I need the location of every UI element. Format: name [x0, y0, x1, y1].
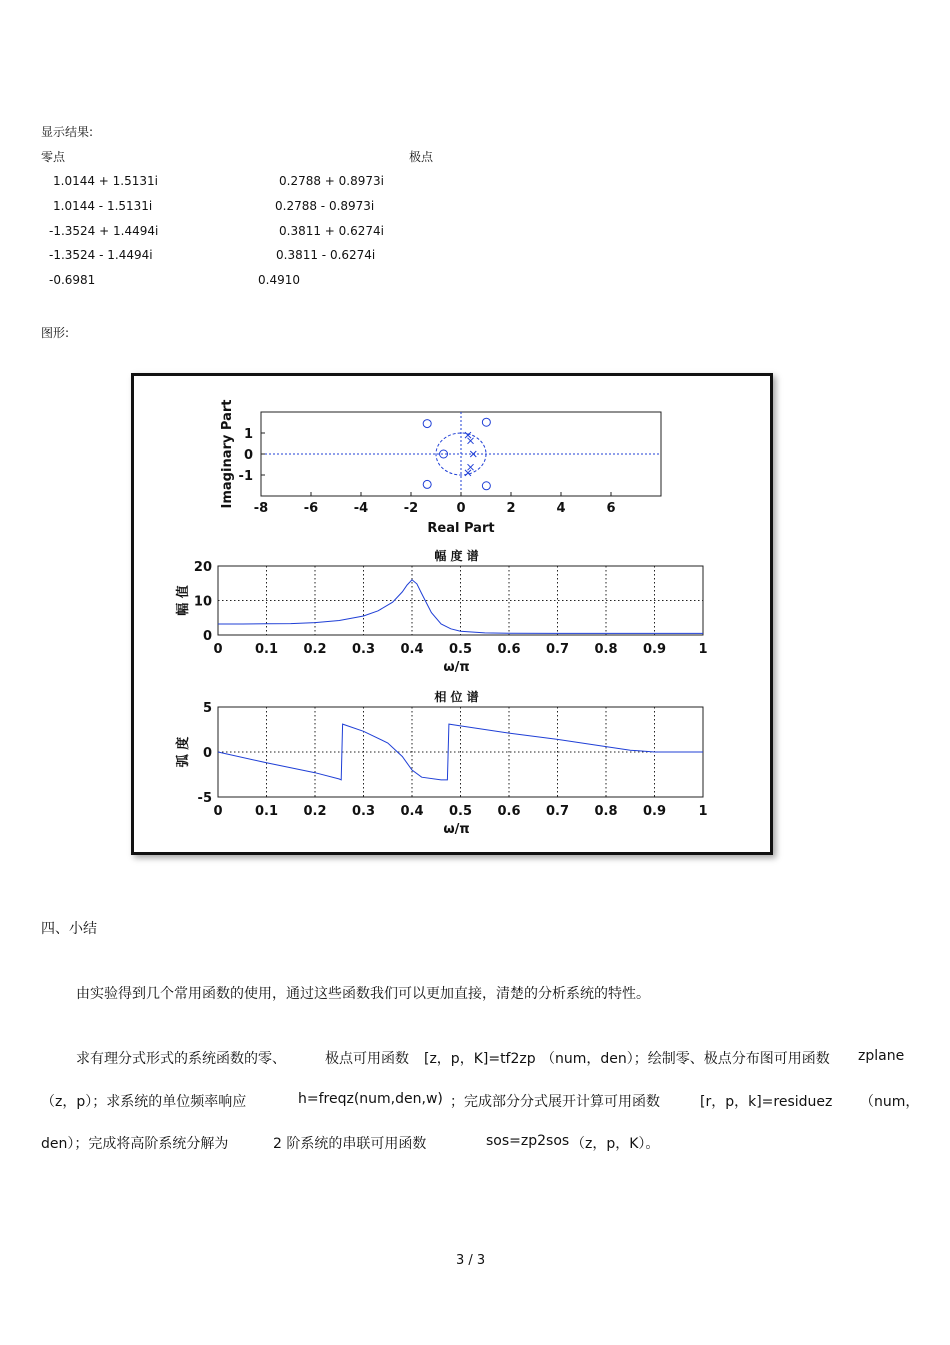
phase-x-tick-label: 0.3 — [351, 804, 376, 819]
summary-code: zplane — [858, 1048, 905, 1064]
phase-x-tick-label: 0.1 — [254, 804, 279, 819]
phase-x-tick-label: 0.4 — [400, 804, 424, 819]
summary-text: （z，p，K）。 — [571, 1136, 660, 1152]
result-label: 显示结果: — [41, 125, 94, 139]
pole-value: 0.3811 + 0.6274i — [279, 224, 384, 238]
pole-value: 0.2788 - 0.8973i — [275, 199, 375, 213]
mag-x-tick-label: 0.5 — [448, 642, 473, 657]
phase-y-tick-label: 5 — [202, 701, 212, 716]
pz-x-tick-label: -4 — [353, 501, 369, 516]
summary-code: [r，p，k]=residuez — [700, 1094, 833, 1110]
mag-x-tick-label: 0.3 — [351, 642, 376, 657]
figure-label: 图形: — [41, 326, 70, 340]
phase-x-tick-label: 0.2 — [303, 804, 327, 819]
summary-text: 求有理分式形式的系统函数的零、 — [76, 1051, 286, 1067]
phase-y-tick-label: 0 — [202, 746, 212, 761]
phase-x-tick-label: 0 — [213, 804, 223, 819]
phase-x-axis-label: ω/π — [443, 822, 470, 837]
summary-code: h=freqz(num,den,w) — [298, 1091, 443, 1107]
poles-header: 极点 — [409, 150, 434, 164]
zero-value: -1.3524 - 1.4494i — [49, 248, 153, 262]
mag-x-tick-label: 0.4 — [400, 642, 424, 657]
matlab-figure — [131, 373, 773, 855]
mag-x-tick-label: 1 — [698, 642, 708, 657]
pz-x-tick-label: -6 — [303, 501, 319, 516]
pole-value: 0.2788 + 0.8973i — [279, 174, 384, 188]
pz-x-tick-label: 0 — [456, 501, 466, 516]
summary-text: （num，den）；绘制零、极点分布图可用函数 — [541, 1051, 830, 1067]
pole-value: 0.3811 - 0.6274i — [276, 248, 376, 262]
summary-text: 极点可用函数 — [325, 1051, 409, 1067]
phase-x-tick-label: 0.7 — [545, 804, 570, 819]
zero-value: 1.0144 + 1.5131i — [53, 174, 158, 188]
pz-y-tick-label: 1 — [243, 427, 253, 442]
phase-x-tick-label: 0.9 — [642, 804, 667, 819]
phase-x-tick-label: 1 — [698, 804, 708, 819]
summary-paragraph-1: 由实验得到几个常用函数的使用，通过这些函数我们可以更加直接，清楚的分析系统的特性。 — [76, 986, 650, 1002]
zero-value: 1.0144 - 1.5131i — [53, 199, 153, 213]
phase-y-axis-label: 弧 度 — [176, 736, 191, 768]
pz-y-tick-label: 0 — [243, 448, 253, 463]
pz-y-tick-label: -1 — [238, 469, 253, 484]
zero-value: -1.3524 + 1.4494i — [49, 224, 159, 238]
figure-canvas — [134, 376, 770, 852]
pz-x-tick-label: -8 — [253, 501, 269, 516]
mag-y-tick-label: 10 — [193, 594, 212, 610]
mag-x-tick-label: 0 — [213, 642, 223, 657]
mag-y-tick-label: 20 — [193, 560, 212, 575]
mag-x-tick-label: 0.8 — [594, 642, 618, 657]
pz-x-tick-label: 6 — [606, 501, 616, 516]
pole-value: 0.4910 — [258, 273, 300, 287]
summary-text: （z，p）；求系统的单位频率响应 — [41, 1094, 247, 1110]
zero-value: -0.6981 — [49, 273, 96, 287]
mag-x-tick-label: 0.7 — [545, 642, 570, 657]
zeros-header: 零点 — [41, 150, 66, 164]
pz-x-axis-label: Real Part — [427, 521, 495, 536]
summary-text: 2 阶系统的串联可用函数 — [273, 1136, 427, 1152]
pz-x-tick-label: 4 — [556, 501, 566, 516]
mag-y-tick-label: 0 — [202, 629, 212, 644]
mag-x-tick-label: 0.1 — [254, 642, 279, 657]
summary-text: den）；完成将高阶系统分解为 — [41, 1136, 229, 1152]
phase-x-tick-label: 0.8 — [594, 804, 618, 819]
pz-x-tick-label: 2 — [506, 501, 516, 516]
summary-code: sos=zp2sos — [486, 1133, 570, 1149]
mag-x-tick-label: 0.6 — [497, 642, 521, 657]
summary-text: ；完成部分分式展开计算可用函数 — [450, 1094, 660, 1110]
summary-text: （num， — [860, 1094, 920, 1110]
mag-y-axis-label: 幅 值 — [176, 585, 191, 616]
phase-y-tick-label: -5 — [197, 791, 212, 806]
phase-x-tick-label: 0.6 — [497, 804, 521, 819]
section-title: 四、小结 — [41, 921, 97, 937]
pz-y-axis-label: Imaginary Part — [220, 399, 235, 509]
mag-x-tick-label: 0.2 — [303, 642, 327, 657]
phase-x-tick-label: 0.5 — [448, 804, 473, 819]
mag-title: 幅 度 谱 — [434, 549, 479, 563]
pz-x-tick-label: -2 — [403, 501, 419, 516]
phase-title: 相 位 谱 — [434, 690, 479, 704]
page-number: 3 / 3 — [456, 1253, 486, 1268]
mag-x-axis-label: ω/π — [443, 660, 470, 675]
mag-x-tick-label: 0.9 — [642, 642, 667, 657]
summary-code: [z，p，K]=tf2zp — [424, 1051, 536, 1067]
